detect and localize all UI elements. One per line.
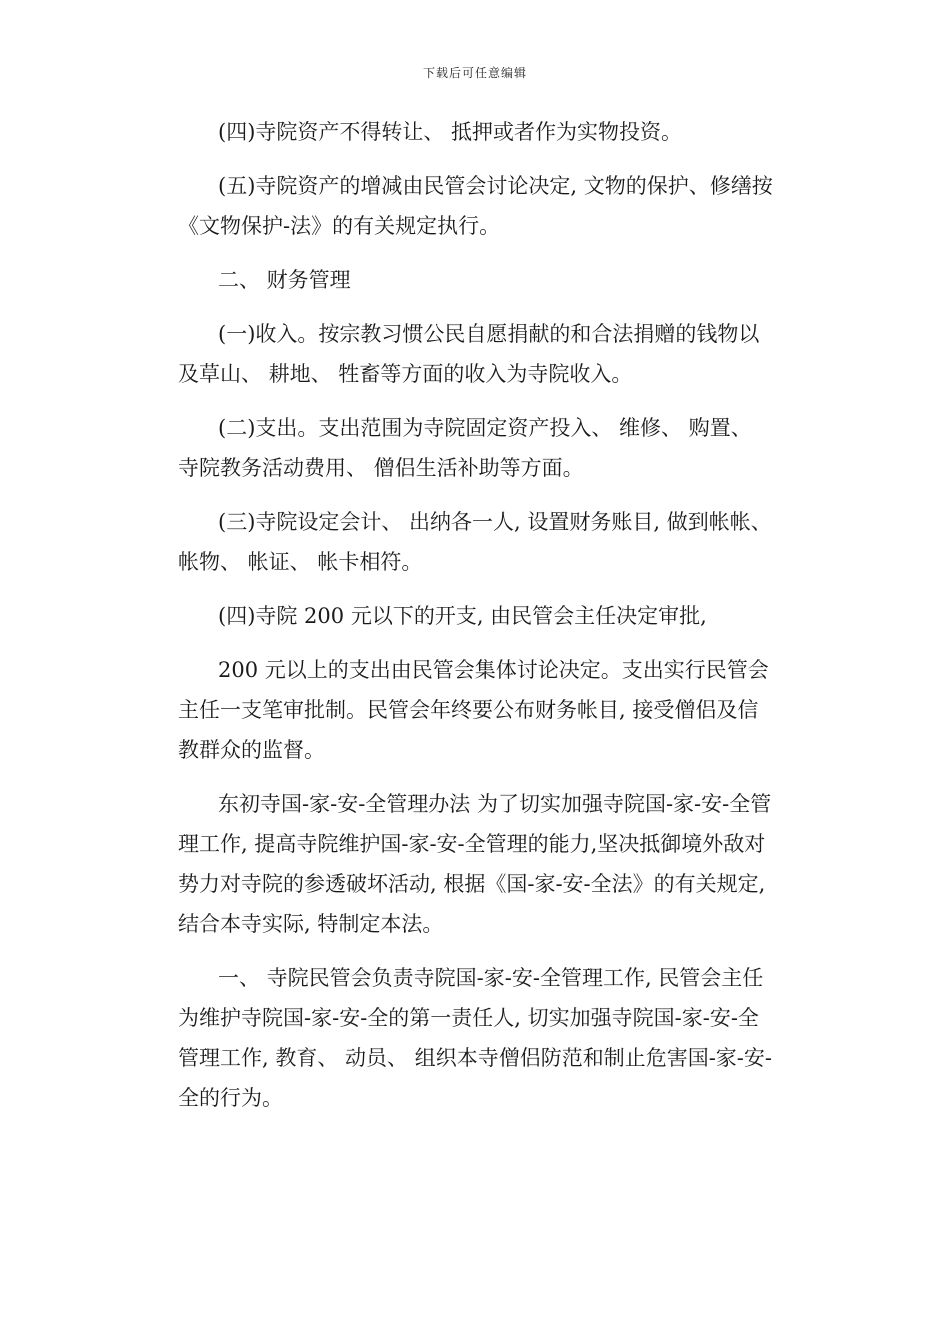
section-heading-finance: 二、 财务管理 xyxy=(218,268,351,292)
paragraph-security-intro: 东初寺国-家-安-全管理办法 为了切实加强寺院国-家-安-全管理工作, 提高寺院维护国-家-安-全管理的能力,坚决抵御境外敌对势力对寺院的参透破坏活动, 根据《国-家-安-全法》的有关规定, 结合本寺实际, 特制定本法。 xyxy=(178,792,772,936)
paragraph-approval-over-200: 200 元以上的支出由民管会集体讨论决定。支出实行民管会主任一支笔审批制。民管会年终要公布财务帐目, 接受僧侣及信教群众的监督。 xyxy=(178,658,769,762)
paragraph-asset-change: (五)寺院资产的增减由民管会讨论决定, 文物的保护、修缮按《文物保护-法》的有关规定执行。 xyxy=(178,174,773,238)
paragraph-approval-under-200: (四)寺院 200 元以下的开支, 由民管会主任决定审批, xyxy=(218,604,707,628)
paragraph-income: (一)收入。按宗教习惯公民自愿捐献的和合法捐赠的钱物以及草山、 耕地、 牲畜等方面的收入为寺院收入。 xyxy=(178,322,760,386)
paragraph-accounting: (三)寺院设定会计、 出纳各一人, 设置财务账目, 做到帐帐、 帐物、 帐证、 帐卡相符。 xyxy=(178,510,779,574)
paragraph-security-responsibility: 一、 寺院民管会负责寺院国-家-安-全管理工作, 民管会主任为维护寺院国-家-安-全的第一责任人, 切实加强寺院国-家-安-全管理工作, 教育、 动员、 组织本寺僧侣防范和制止危害国-家-安-全的行为。 xyxy=(178,966,772,1110)
paragraph-expenditure: (二)支出。支出范围为寺院固定资产投入、 维修、 购置、 寺院教务活动费用、 僧侣生活补助等方面。 xyxy=(178,416,759,480)
document-body xyxy=(178,112,778,1132)
page-header: 下载后可任意编辑 xyxy=(422,66,527,80)
paragraph-asset-transfer: (四)寺院资产不得转让、 抵押或者作为实物投资。 xyxy=(218,120,683,144)
